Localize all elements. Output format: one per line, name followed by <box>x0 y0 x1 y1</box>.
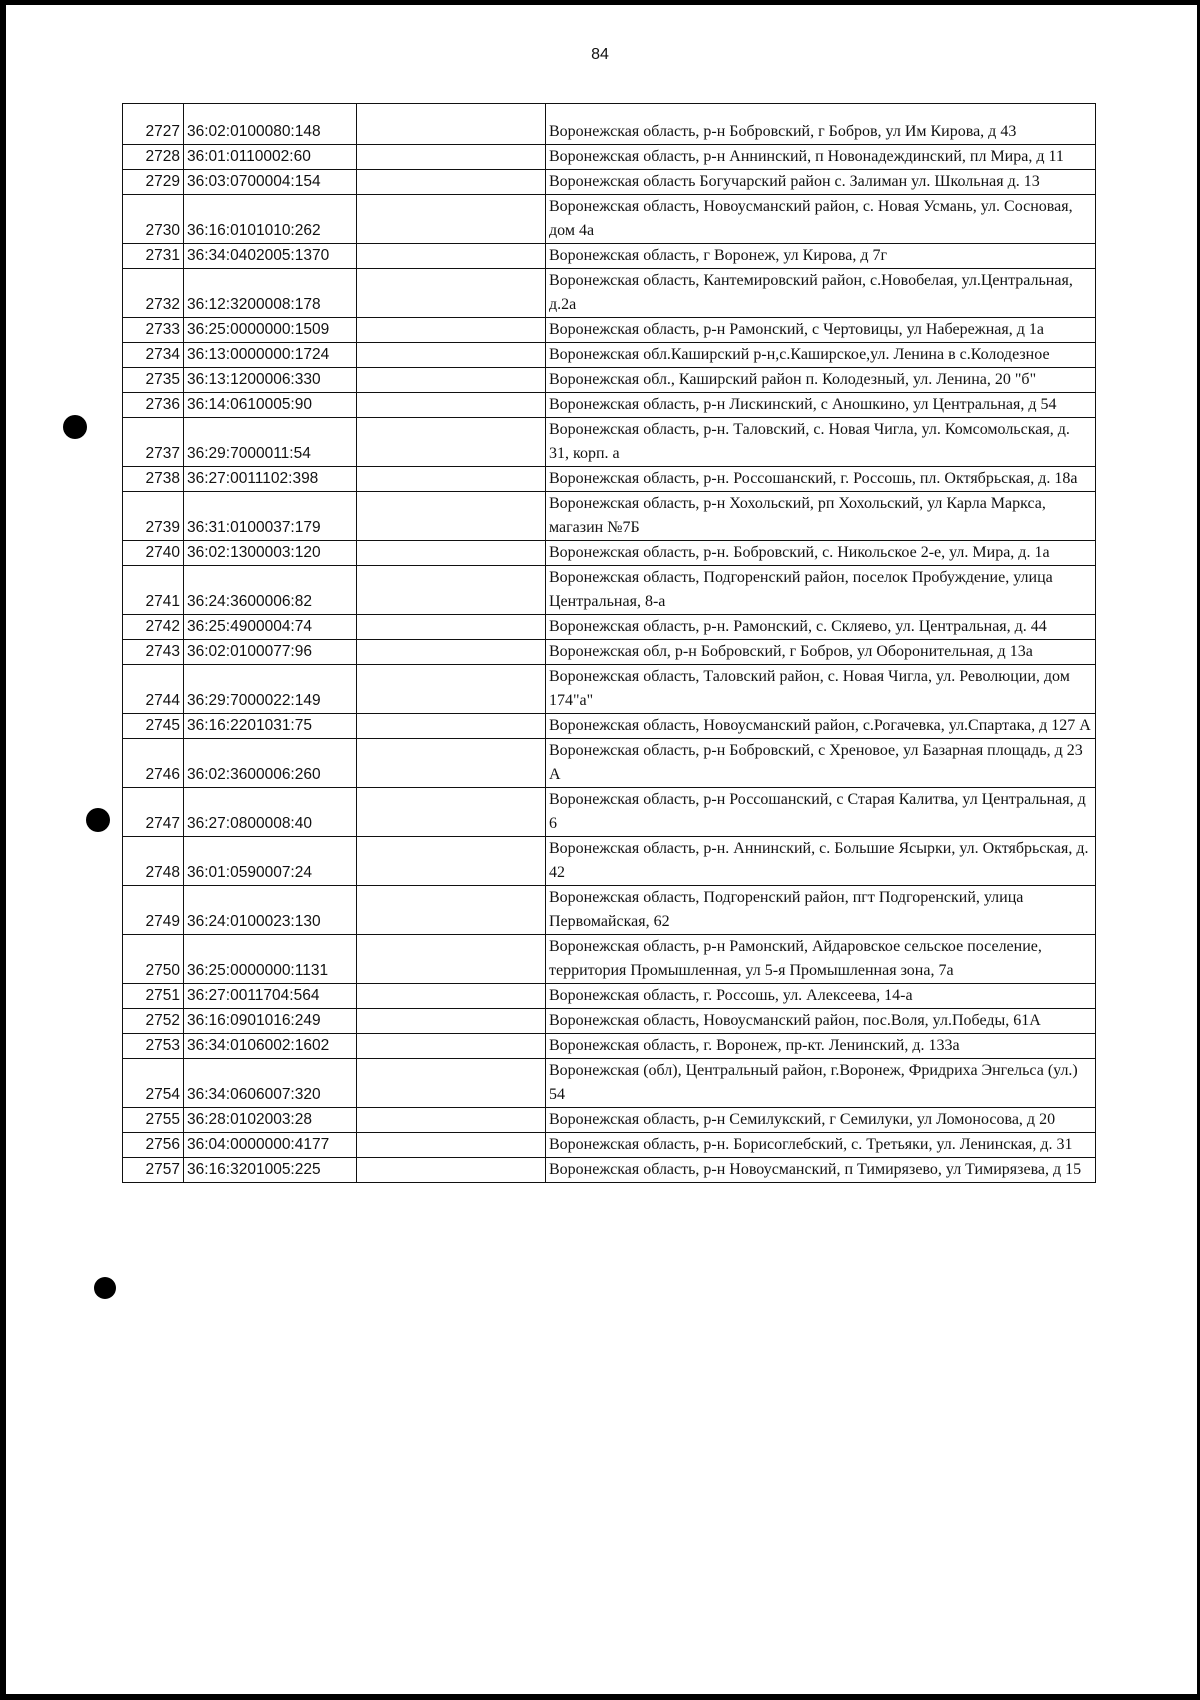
empty-cell <box>357 541 546 566</box>
cadastral-number-cell: 36:29:7000022:149 <box>184 665 357 714</box>
address-cell: Воронежская область, р-н Новоусманский, п Тимирязево, ул Тимирязева, д 15 <box>546 1158 1096 1183</box>
empty-cell <box>357 195 546 244</box>
empty-cell <box>357 418 546 467</box>
cadastral-number-cell: 36:02:3600006:260 <box>184 739 357 788</box>
table-row <box>123 665 1096 714</box>
cadastral-number-cell: 36:24:3600006:82 <box>184 566 357 615</box>
address-cell: Воронежская область, р-н Аннинский, п Новонадеждинский, пл Мира, д 11 <box>546 145 1096 170</box>
address-cell: Воронежская область, Таловский район, с. Новая Чигла, ул. Революции, дом 174"а" <box>546 665 1096 714</box>
row-number-cell: 2746 <box>123 739 184 788</box>
cadastral-number-cell: 36:25:0000000:1509 <box>184 318 357 343</box>
row-number-cell: 2755 <box>123 1108 184 1133</box>
cadastral-number-cell: 36:24:0100023:130 <box>184 886 357 935</box>
address-cell: Воронежская область, Кантемировский район, с.Новобелая, ул.Центральная, д.2а <box>546 269 1096 318</box>
empty-cell <box>357 104 546 145</box>
table-row <box>123 145 1096 170</box>
cadastral-number-cell: 36:03:0700004:154 <box>184 170 357 195</box>
cadastral-number-cell: 36:27:0011102:398 <box>184 467 357 492</box>
table-row <box>123 368 1096 393</box>
table-row <box>123 1009 1096 1034</box>
empty-cell <box>357 170 546 195</box>
row-number-cell: 2757 <box>123 1158 184 1183</box>
table-row <box>123 788 1096 837</box>
cadastral-number-cell: 36:13:1200006:330 <box>184 368 357 393</box>
row-number-cell: 2728 <box>123 145 184 170</box>
empty-cell <box>357 935 546 984</box>
cadastral-number-cell: 36:16:0101010:262 <box>184 195 357 244</box>
registry-table <box>122 103 1096 1183</box>
address-cell: Воронежская область, р-н. Рамонский, с. Скляево, ул. Центральная, д. 44 <box>546 615 1096 640</box>
address-cell: Воронежская область, р-н. Аннинский, с. Большие Ясырки, ул. Октябрьская, д. 42 <box>546 837 1096 886</box>
table-row <box>123 984 1096 1009</box>
cadastral-number-cell: 36:16:0901016:249 <box>184 1009 357 1034</box>
table-row <box>123 1059 1096 1108</box>
address-cell: Воронежская область, р-н. Борисоглебский, с. Третьяки, ул. Ленинская, д. 31 <box>546 1133 1096 1158</box>
row-number-cell: 2734 <box>123 343 184 368</box>
table-row <box>123 244 1096 269</box>
address-cell: Воронежская (обл), Центральный район, г.Воронеж, Фридриха Энгельса (ул.) 54 <box>546 1059 1096 1108</box>
cadastral-number-cell: 36:04:0000000:4177 <box>184 1133 357 1158</box>
address-cell: Воронежская область, р-н. Бобровский, с. Никольское 2-е, ул. Мира, д. 1а <box>546 541 1096 566</box>
table-row <box>123 104 1096 145</box>
row-number-cell: 2730 <box>123 195 184 244</box>
empty-cell <box>357 984 546 1009</box>
empty-cell <box>357 640 546 665</box>
cadastral-number-cell: 36:27:0011704:564 <box>184 984 357 1009</box>
row-number-cell: 2745 <box>123 714 184 739</box>
row-number-cell: 2739 <box>123 492 184 541</box>
empty-cell <box>357 615 546 640</box>
row-number-cell: 2756 <box>123 1133 184 1158</box>
address-cell: Воронежская область, Новоусманский район, с. Новая Усмань, ул. Сосновая, дом 4а <box>546 195 1096 244</box>
empty-cell <box>357 665 546 714</box>
empty-cell <box>357 1108 546 1133</box>
address-cell: Воронежская область, р-н. Россошанский, г. Россошь, пл. Октябрьская, д. 18а <box>546 467 1096 492</box>
row-number-cell: 2743 <box>123 640 184 665</box>
row-number-cell: 2752 <box>123 1009 184 1034</box>
empty-cell <box>357 1034 546 1059</box>
address-cell: Воронежская область, р-н Рамонский, с Чертовицы, ул Набережная, д 1а <box>546 318 1096 343</box>
empty-cell <box>357 739 546 788</box>
address-cell: Воронежская область, г. Россошь, ул. Алексеева, 14-а <box>546 984 1096 1009</box>
cadastral-number-cell: 36:25:4900004:74 <box>184 615 357 640</box>
address-cell: Воронежская область, р-н Лискинский, с Аношкино, ул Центральная, д 54 <box>546 393 1096 418</box>
table-row <box>123 467 1096 492</box>
table-row <box>123 393 1096 418</box>
cadastral-number-cell: 36:12:3200008:178 <box>184 269 357 318</box>
row-number-cell: 2749 <box>123 886 184 935</box>
row-number-cell: 2740 <box>123 541 184 566</box>
address-cell: Воронежская область, р-н Бобровский, г Бобров, ул Им Кирова, д 43 <box>546 104 1096 145</box>
cadastral-number-cell: 36:01:0590007:24 <box>184 837 357 886</box>
empty-cell <box>357 318 546 343</box>
cadastral-number-cell: 36:02:1300003:120 <box>184 541 357 566</box>
address-cell: Воронежская обл., Каширский район п. Колодезный, ул. Ленина, 20 "б" <box>546 368 1096 393</box>
row-number-cell: 2733 <box>123 318 184 343</box>
cadastral-number-cell: 36:13:0000000:1724 <box>184 343 357 368</box>
row-number-cell: 2747 <box>123 788 184 837</box>
row-number-cell: 2738 <box>123 467 184 492</box>
address-cell: Воронежская обл.Каширский р-н,с.Каширское,ул. Ленина в с.Колодезное <box>546 343 1096 368</box>
table-row <box>123 269 1096 318</box>
table-row <box>123 714 1096 739</box>
table-row <box>123 1108 1096 1133</box>
row-number-cell: 2748 <box>123 837 184 886</box>
address-cell: Воронежская область, Подгоренский район, поселок Пробуждение, улица Центральная, 8-а <box>546 566 1096 615</box>
table-row <box>123 640 1096 665</box>
table-row <box>123 886 1096 935</box>
cadastral-number-cell: 36:14:0610005:90 <box>184 393 357 418</box>
cadastral-number-cell: 36:01:0110002:60 <box>184 145 357 170</box>
empty-cell <box>357 1059 546 1108</box>
address-cell: Воронежская область, Новоусманский район, с.Рогачевка, ул.Спартака, д 127 А <box>546 714 1096 739</box>
row-number-cell: 2744 <box>123 665 184 714</box>
empty-cell <box>357 1009 546 1034</box>
address-cell: Воронежская область, р-н. Таловский, с. Новая Чигла, ул. Комсомольская, д. 31, корп. а <box>546 418 1096 467</box>
empty-cell <box>357 244 546 269</box>
empty-cell <box>357 1133 546 1158</box>
empty-cell <box>357 492 546 541</box>
table-row <box>123 739 1096 788</box>
table-row <box>123 1158 1096 1183</box>
address-cell: Воронежская область Богучарский район с. Залиман ул. Школьная д. 13 <box>546 170 1096 195</box>
scan-speck-mark <box>94 1277 116 1299</box>
empty-cell <box>357 886 546 935</box>
empty-cell <box>357 566 546 615</box>
row-number-cell: 2741 <box>123 566 184 615</box>
table-row <box>123 1034 1096 1059</box>
cadastral-number-cell: 36:02:0100080:148 <box>184 104 357 145</box>
row-number-cell: 2729 <box>123 170 184 195</box>
address-cell: Воронежская область, р-н Россошанский, с Старая Калитва, ул Центральная, д 6 <box>546 788 1096 837</box>
cadastral-number-cell: 36:31:0100037:179 <box>184 492 357 541</box>
empty-cell <box>357 269 546 318</box>
address-cell: Воронежская область, г Воронеж, ул Кирова, д 7г <box>546 244 1096 269</box>
scan-speck-mark <box>63 415 87 439</box>
address-cell: Воронежская область, р-н Семилукский, г Семилуки, ул Ломоносова, д 20 <box>546 1108 1096 1133</box>
table-row <box>123 541 1096 566</box>
address-cell: Воронежская область, р-н Бобровский, с Хреновое, ул Базарная площадь, д 23 А <box>546 739 1096 788</box>
address-cell: Воронежская обл, р-н Бобровский, г Бобров, ул Оборонительная, д 13а <box>546 640 1096 665</box>
empty-cell <box>357 467 546 492</box>
address-cell: Воронежская область, Подгоренский район, пгт Подгоренский, улица Первомайская, 62 <box>546 886 1096 935</box>
row-number-cell: 2742 <box>123 615 184 640</box>
table-row <box>123 492 1096 541</box>
address-cell: Воронежская область, Новоусманский район, пос.Воля, ул.Победы, 61А <box>546 1009 1096 1034</box>
cadastral-number-cell: 36:02:0100077:96 <box>184 640 357 665</box>
cadastral-number-cell: 36:25:0000000:1131 <box>184 935 357 984</box>
table-row <box>123 318 1096 343</box>
table-row <box>123 170 1096 195</box>
row-number-cell: 2753 <box>123 1034 184 1059</box>
cadastral-number-cell: 36:34:0402005:1370 <box>184 244 357 269</box>
table-row <box>123 615 1096 640</box>
scan-speck-mark <box>86 808 110 832</box>
cadastral-number-cell: 36:16:2201031:75 <box>184 714 357 739</box>
address-cell: Воронежская область, г. Воронеж, пр-кт. Ленинский, д. 133а <box>546 1034 1096 1059</box>
table-row <box>123 1133 1096 1158</box>
empty-cell <box>357 343 546 368</box>
row-number-cell: 2731 <box>123 244 184 269</box>
page-number: 84 <box>591 46 609 63</box>
table-row <box>123 566 1096 615</box>
address-cell: Воронежская область, р-н Рамонский, Айдаровское сельское поселение, территория Промышленная, ул 5-я Промышленная зона, 7а <box>546 935 1096 984</box>
empty-cell <box>357 368 546 393</box>
empty-cell <box>357 1158 546 1183</box>
row-number-cell: 2754 <box>123 1059 184 1108</box>
table-row <box>123 837 1096 886</box>
table-row <box>123 418 1096 467</box>
cadastral-number-cell: 36:27:0800008:40 <box>184 788 357 837</box>
row-number-cell: 2751 <box>123 984 184 1009</box>
row-number-cell: 2750 <box>123 935 184 984</box>
table-row <box>123 343 1096 368</box>
address-cell: Воронежская область, р-н Хохольский, рп Хохольский, ул Карла Маркса, магазин №7Б <box>546 492 1096 541</box>
row-number-cell: 2736 <box>123 393 184 418</box>
cadastral-number-cell: 36:16:3201005:225 <box>184 1158 357 1183</box>
empty-cell <box>357 393 546 418</box>
table-row <box>123 195 1096 244</box>
empty-cell <box>357 837 546 886</box>
cadastral-number-cell: 36:34:0106002:1602 <box>184 1034 357 1059</box>
row-number-cell: 2735 <box>123 368 184 393</box>
cadastral-number-cell: 36:28:0102003:28 <box>184 1108 357 1133</box>
table-row <box>123 935 1096 984</box>
row-number-cell: 2727 <box>123 104 184 145</box>
empty-cell <box>357 145 546 170</box>
empty-cell <box>357 714 546 739</box>
empty-cell <box>357 788 546 837</box>
cadastral-number-cell: 36:29:7000011:54 <box>184 418 357 467</box>
row-number-cell: 2737 <box>123 418 184 467</box>
registry-body <box>123 104 1096 1183</box>
cadastral-number-cell: 36:34:0606007:320 <box>184 1059 357 1108</box>
row-number-cell: 2732 <box>123 269 184 318</box>
